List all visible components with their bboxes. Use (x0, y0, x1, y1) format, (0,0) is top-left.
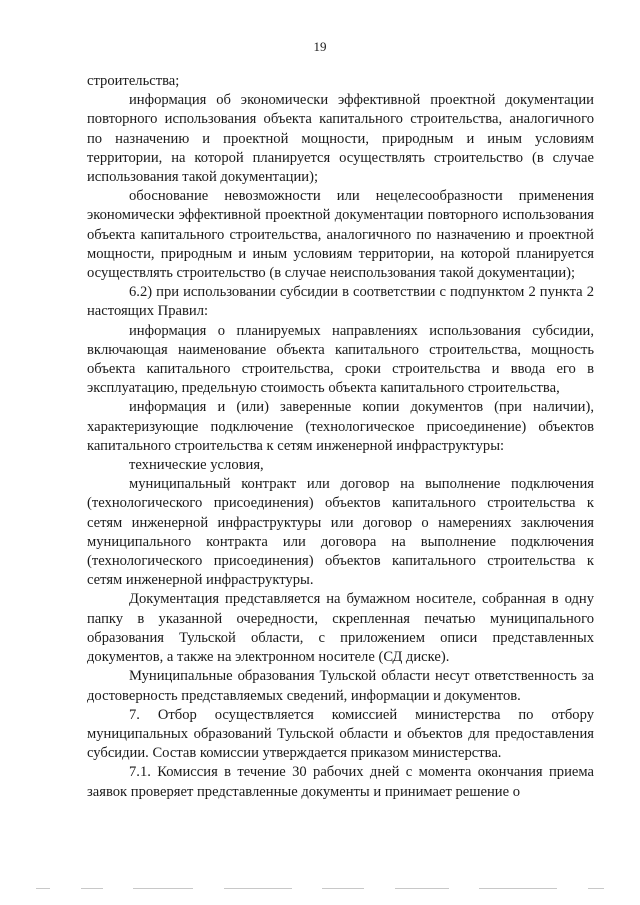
document-body (87, 72, 594, 802)
paragraph: 7.1. Комиссия в течение 30 рабочих дней с момента окончания приема заявок проверяет представленные документы и принимает решение о (87, 764, 594, 800)
paragraph: технические условия, (129, 457, 264, 474)
paragraph: информация о планируемых направлениях использования субсидии, включающая наименование объекта капитального строительства, мощность объекта капитального строительства, сроки строительства и ввода его в эксплуатацию, предельную стоимость объекта капитального строительства, (87, 322, 594, 397)
page-number: 19 (313, 39, 327, 54)
paragraph: информация об экономически эффективной проектной документации повторного использования объекта капитального строительства, аналогичного по назначению и проектной мощности, природным и иным условиям территории, на которой планируется осуществлять строительство (в случае использования такой документации); (87, 92, 594, 186)
paragraph: Документация представляется на бумажном носителе, собранная в одну папку в указанной очередности, скрепленная печатью муниципального образования Тульской области, с приложением описи представленных документов, а также на электронном носителе (СД диске). (87, 591, 594, 666)
paragraph: строительства; (87, 73, 180, 89)
paragraph: информация и (или) заверенные копии документов (при наличии), характеризующие подключение (технологическое присоединение) объектов капитального строительства к сетям инженерной инфраструктуры: (87, 399, 594, 454)
paragraph: 7. Отбор осуществляется комиссией министерства по отбору муниципальных образований Тульской области и объектов для предоставления субсидии. Состав комиссии утверждается приказом министерства. (87, 706, 594, 762)
paragraph: Муниципальные образования Тульской области несут ответственность за достоверность представляемых сведений, информации и документов. (87, 668, 594, 704)
paragraph: обоснование невозможности или нецелесообразности применения экономически эффективной проектной документации повторного использования объекта капитального строительства, аналогичного по назначению и проектной мощности, природным и иным условиям территории, на которой планируется осуществлять строительство (в случае неиспользования такой документации); (87, 188, 594, 282)
paragraph: 6.2) при использовании субсидии в соответствии с подпунктом 2 пункта 2 настоящих Правил: (87, 284, 594, 320)
paragraph: муниципальный контракт или договор на выполнение подключения (технологического присоединения) объектов капитального строительства к сетям инженерной инфраструктуры или договор о намерениях заключения муниципального контракта или договора на выполнение подключения (технологического присоединения) объектов капитального строительства к сетям инженерной инфраструктуры. (87, 476, 594, 589)
scan-artifact-lines (36, 887, 604, 889)
